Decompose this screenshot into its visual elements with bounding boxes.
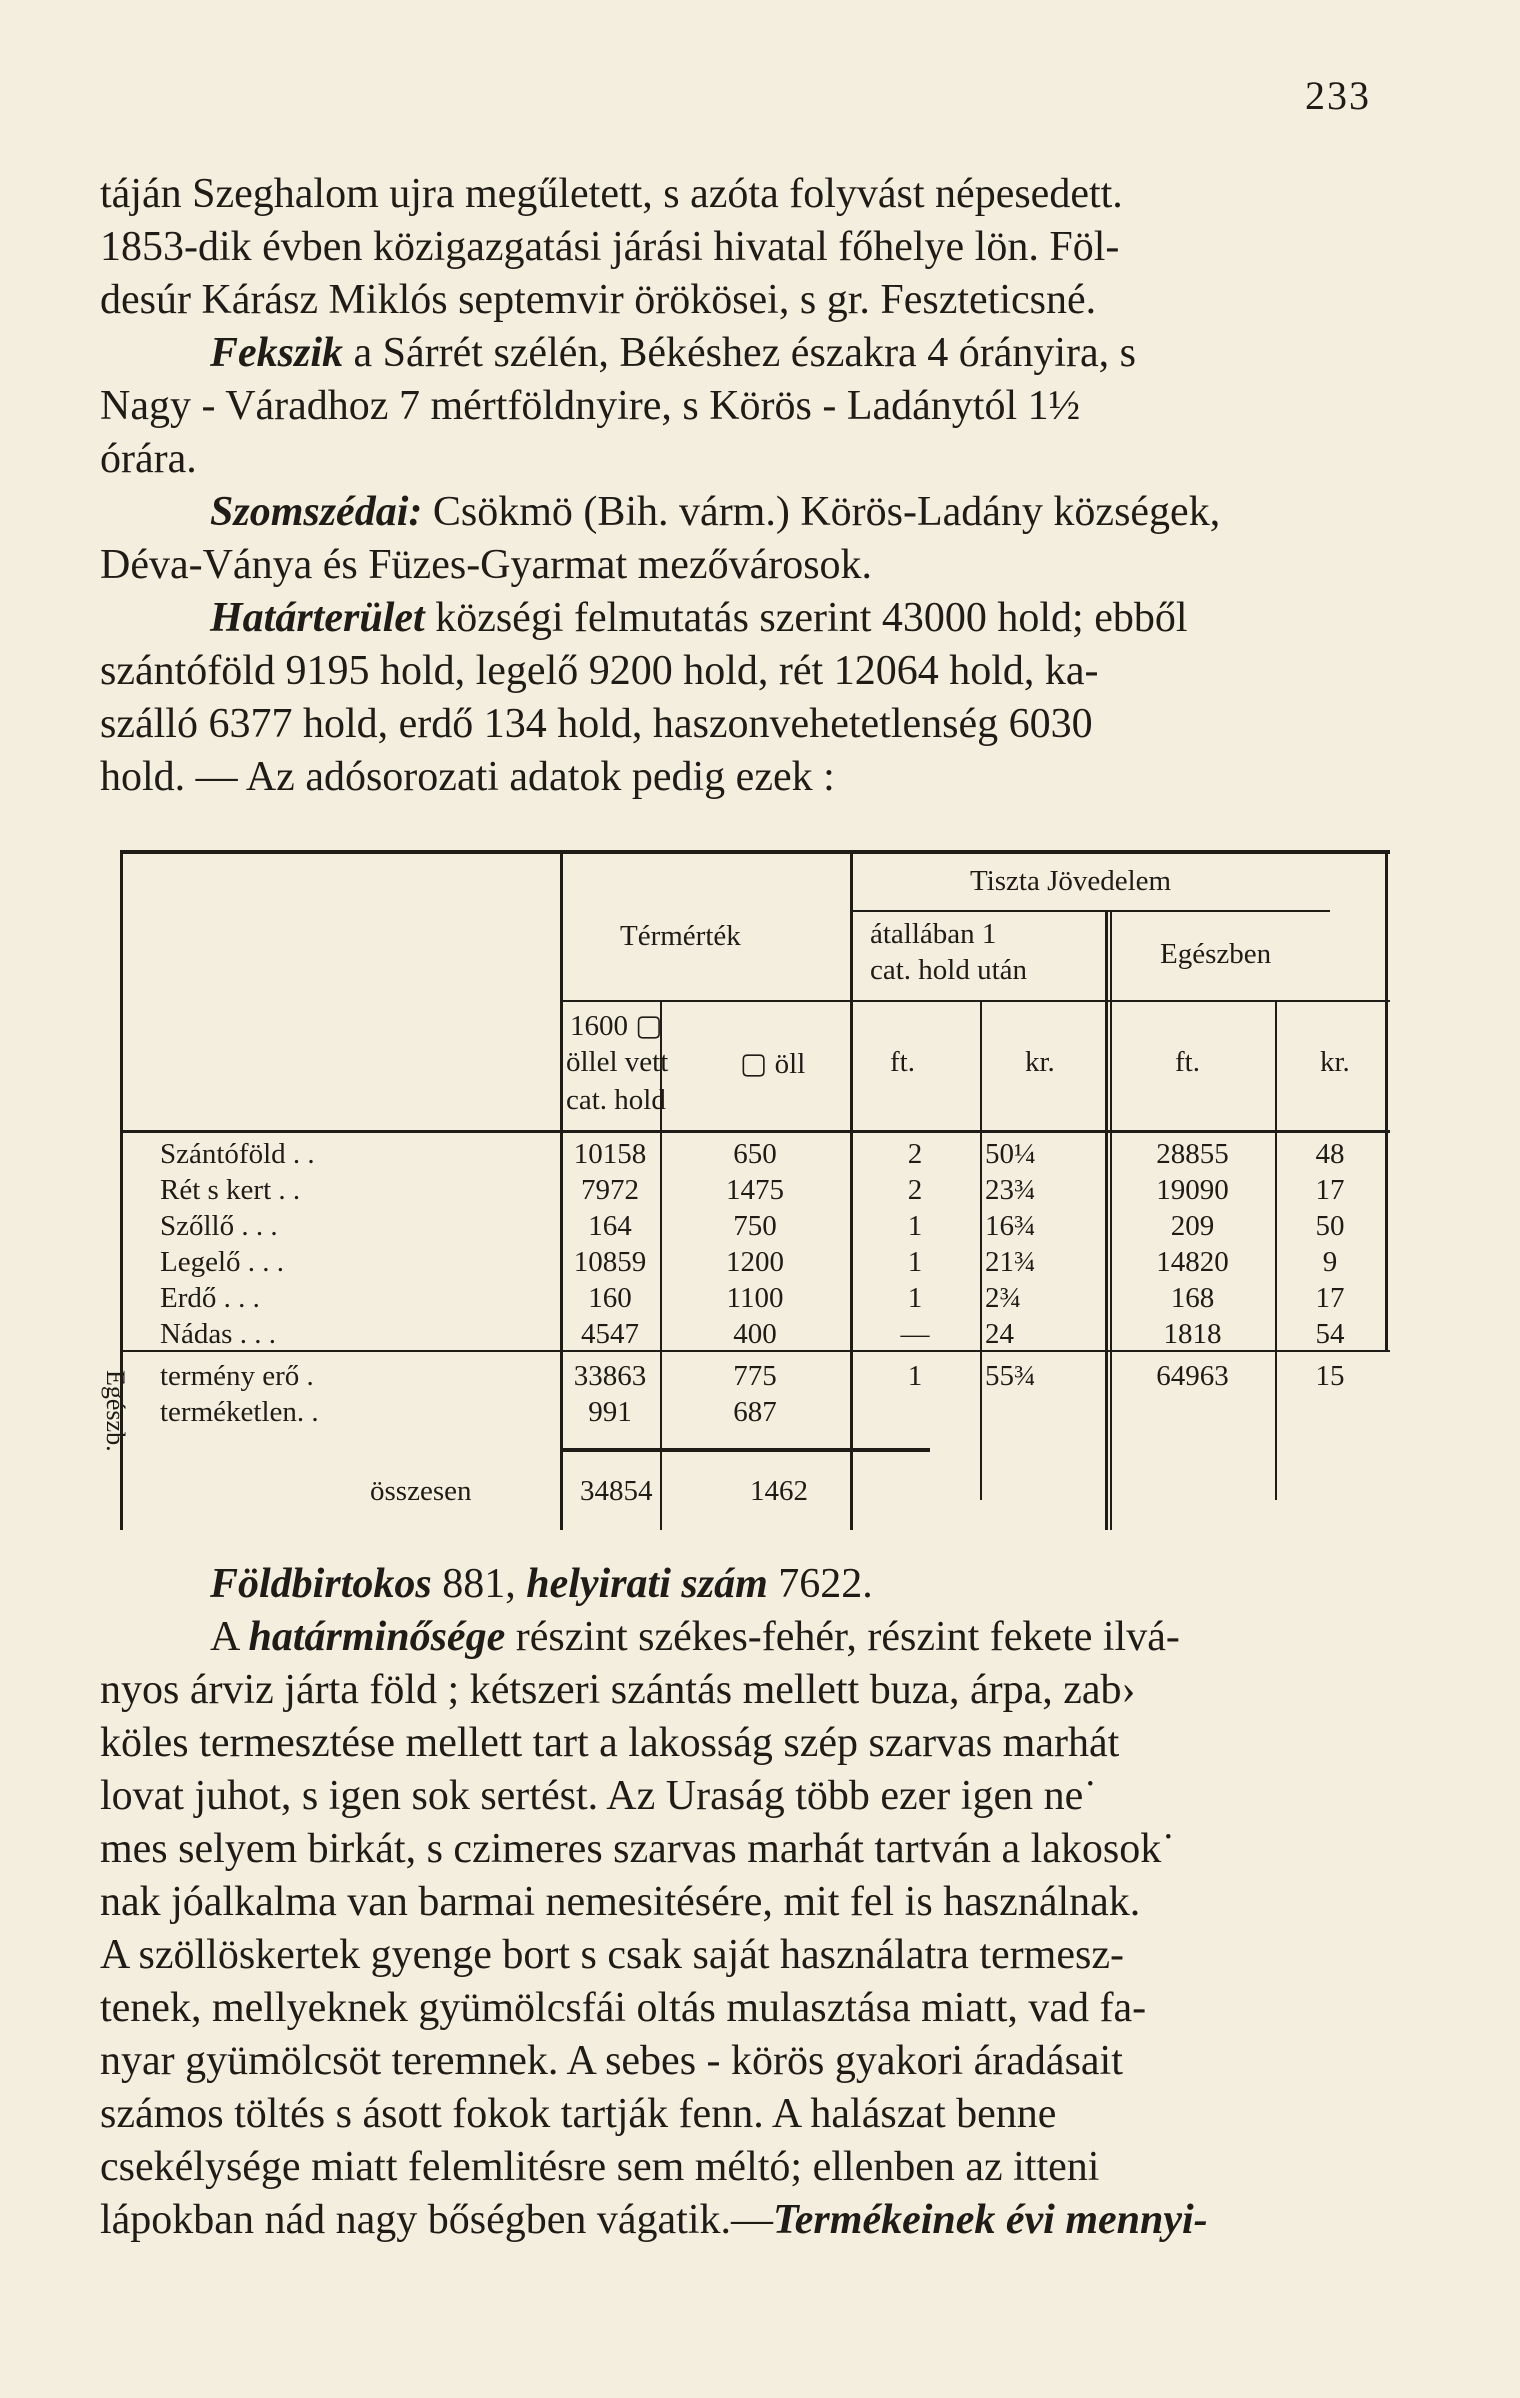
closing-line: A [210, 1614, 249, 1660]
table-cell-label: Szántóföld . . [160, 1138, 315, 1170]
table-cell-kr: 21¾ [985, 1246, 1036, 1278]
page-number: 233 [1305, 73, 1371, 118]
fekszik-label: Fekszik [210, 330, 344, 376]
table-cell-label: Rét s kert . . [160, 1174, 301, 1206]
table-cell-eft: 168 [1170, 1282, 1215, 1314]
foldbirtokos-label: Földbirtokos [210, 1561, 432, 1607]
table-cell-eft: 14820 [1156, 1246, 1229, 1278]
table-cell-hold: 4547 [581, 1318, 639, 1350]
table-cell-oll: 750 [733, 1210, 777, 1242]
intro-line: Déva-Ványa és Füzes-Gyarmat mezővárosok. [100, 542, 873, 588]
header-egeszben: Egészben [1160, 938, 1272, 970]
header-atallaban-1: átallában 1 [870, 918, 997, 950]
intro-line: hold. — Az adósorozati adatok pedig ezek : [100, 754, 835, 800]
table-cell-label: Szőllő . . . [160, 1210, 278, 1242]
table-cell-hold: 160 [588, 1282, 632, 1314]
table-cell-hold: 991 [588, 1396, 632, 1428]
table-cell-oll: 650 [733, 1138, 777, 1170]
table-cell-label: Nádas . . . [160, 1318, 276, 1350]
helyirati-value: 7622. [767, 1561, 873, 1607]
termekeinek-label: Termékeinek évi mennyi- [772, 2197, 1208, 2243]
table-cell-label: Erdő . . . [160, 1282, 260, 1314]
table-cell-ekr: 9 [1322, 1246, 1338, 1278]
table-cell-ekr: 15 [1315, 1360, 1345, 1392]
table-cell-ft: 1 [907, 1210, 923, 1242]
table-cell-kr: 2¾ [985, 1282, 1022, 1314]
osszesen-label: összesen [370, 1475, 472, 1507]
table-cell-kr: 16¾ [985, 1210, 1036, 1242]
sub-ft: ft. [1175, 1046, 1200, 1078]
table-cell-oll: 1475 [726, 1174, 784, 1206]
table-cell-kr: 55¾ [985, 1360, 1036, 1392]
adosorozat-table [100, 850, 1390, 1530]
helyirati-label: helyirati szám [526, 1561, 768, 1607]
sub-1600-b: öllel vett [566, 1046, 669, 1078]
closing-line: A szöllöskertek gyenge bort s csak saját használatra termesz- [100, 1932, 1124, 1978]
closing-line: részint székes-fehér, részint fekete ilvá- [505, 1614, 1180, 1660]
closing-line: nyos árviz járta föld ; kétszeri szántás mellett buza, árpa, zab› [100, 1667, 1136, 1713]
table-cell-hold: 10158 [573, 1138, 647, 1170]
sub-1600: 1600 ▢ [570, 1010, 663, 1042]
sub-kr: kr. [1320, 1046, 1350, 1078]
closing-line: nak jóalkalma van barmai nemesitésére, mit fel is használnak. [100, 1879, 1141, 1925]
table-cell-hold: 7972 [581, 1174, 639, 1206]
closing-line: köles termesztése mellett tart a lakosság szép szarvas marhát [100, 1720, 1120, 1766]
table-cell-hold: 164 [588, 1210, 632, 1242]
table-cell-ft: 1 [907, 1246, 923, 1278]
table-cell-oll: 687 [733, 1396, 777, 1428]
table-cell-eft: 64963 [1156, 1360, 1229, 1392]
closing-line: számos töltés s ásott fokok tartják fenn. A halászat benne [100, 2091, 1057, 2137]
header-termertek: Térmérték [620, 920, 741, 952]
foldbirtokos-value: 881, [431, 1561, 527, 1607]
intro-line: Nagy - Váradhoz 7 mértföldnyire, s Körös - Ladánytól 1½ [100, 383, 1081, 429]
closing-line: mes selyem birkát, s czimeres szarvas marhát tartván a lakosok˙ [100, 1826, 1176, 1872]
table-cell-ft: 2 [907, 1138, 923, 1170]
table-cell-eft: 28855 [1156, 1138, 1229, 1170]
table-cell-ekr: 17 [1315, 1174, 1345, 1206]
table-cell-oll: 400 [733, 1318, 777, 1350]
closing-line: nyar gyümölcsöt teremnek. A sebes - körös gyakori áradásait [100, 2038, 1123, 2084]
osszesen-oll: 1462 [750, 1475, 808, 1507]
table-cell-label: Legelő . . . [160, 1246, 285, 1278]
closing-line: lovat juhot, s igen sok sertést. Az Uraság több ezer igen ne˙ [100, 1773, 1098, 1819]
sub-kr: kr. [1025, 1046, 1055, 1078]
table-cell-kr: 23¾ [985, 1174, 1036, 1206]
intro-line: 1853-dik évben közigazgatási járási hivatal főhelye lön. Föl- [100, 224, 1120, 270]
table-cell-label: terméketlen. . [160, 1396, 319, 1428]
intro-line: községi felmutatás szerint 43000 hold; ebből [424, 595, 1188, 641]
osszesen-hold: 34854 [580, 1475, 653, 1507]
intro-line: Csökmö (Bih. várm.) Körös-Ladány községek, [422, 489, 1221, 535]
szomszedai-label: Szomszédai: [210, 489, 423, 535]
table-cell-hold: 10859 [573, 1246, 647, 1278]
table-cell-ekr: 17 [1315, 1282, 1345, 1314]
intro-line: szálló 6377 hold, erdő 134 hold, haszonvehetetlenség 6030 [100, 701, 1093, 747]
closing-line: tenek, mellyeknek gyümölcsfái oltás mulasztása miatt, vad fa- [100, 1985, 1147, 2031]
closing-line: lápokban nád nagy bőségben vágatik.— [100, 2197, 773, 2243]
header-tiszta-jovedelem: Tiszta Jövedelem [970, 865, 1172, 897]
table-cell-kr: 24 [985, 1318, 1014, 1350]
table-cell-oll: 1100 [726, 1282, 784, 1314]
intro-line: a Sárrét szélén, Békéshez északra 4 órányira, s [343, 330, 1136, 376]
intro-line: desúr Kárász Miklós septemvir örökösei, s gr. Feszteticsné. [100, 277, 1097, 323]
table-cell-ft: 1 [907, 1282, 923, 1314]
intro-line: táján Szeghalom ujra megűletett, s azóta folyvást népesedett. [100, 171, 1123, 217]
table-cell-ekr: 48 [1315, 1138, 1345, 1170]
egeszb-side-label: Egészb. [101, 1370, 130, 1452]
sub-oll: ▢ öll [740, 1048, 806, 1080]
table-cell-ft: 2 [907, 1174, 923, 1206]
table-cell-ft: 1 [907, 1360, 923, 1392]
intro-paragraph [100, 168, 1400, 804]
sub-1600-c: cat. hold [566, 1084, 666, 1116]
table-cell-eft: 209 [1170, 1210, 1215, 1242]
table-cell-hold: 33863 [573, 1360, 647, 1392]
table-cell-kr: 50¼ [985, 1138, 1036, 1170]
header-atallaban-2: cat. hold után [870, 954, 1028, 986]
table-cell-oll: 775 [733, 1360, 777, 1392]
table-cell-eft: 1818 [1163, 1318, 1222, 1350]
hatarminosege-label: határminősége [248, 1614, 506, 1660]
closing-paragraph [100, 1558, 1400, 2247]
hatarterulet-label: Határterület [210, 595, 425, 641]
table-cell-ft: — [900, 1318, 930, 1350]
table-cell-label: termény erő . [160, 1360, 314, 1392]
table-cell-eft: 19090 [1156, 1174, 1229, 1206]
table-cell-oll: 1200 [726, 1246, 784, 1278]
closing-line: csekélysége miatt felemlitésre sem méltó; ellenben az itteni [100, 2144, 1100, 2190]
intro-line: szántóföld 9195 hold, legelő 9200 hold, rét 12064 hold, ka- [100, 648, 1099, 694]
intro-line: órára. [100, 436, 197, 482]
sub-ft: ft. [890, 1046, 915, 1078]
table-cell-ekr: 54 [1315, 1318, 1345, 1350]
table-cell-ekr: 50 [1315, 1210, 1345, 1242]
